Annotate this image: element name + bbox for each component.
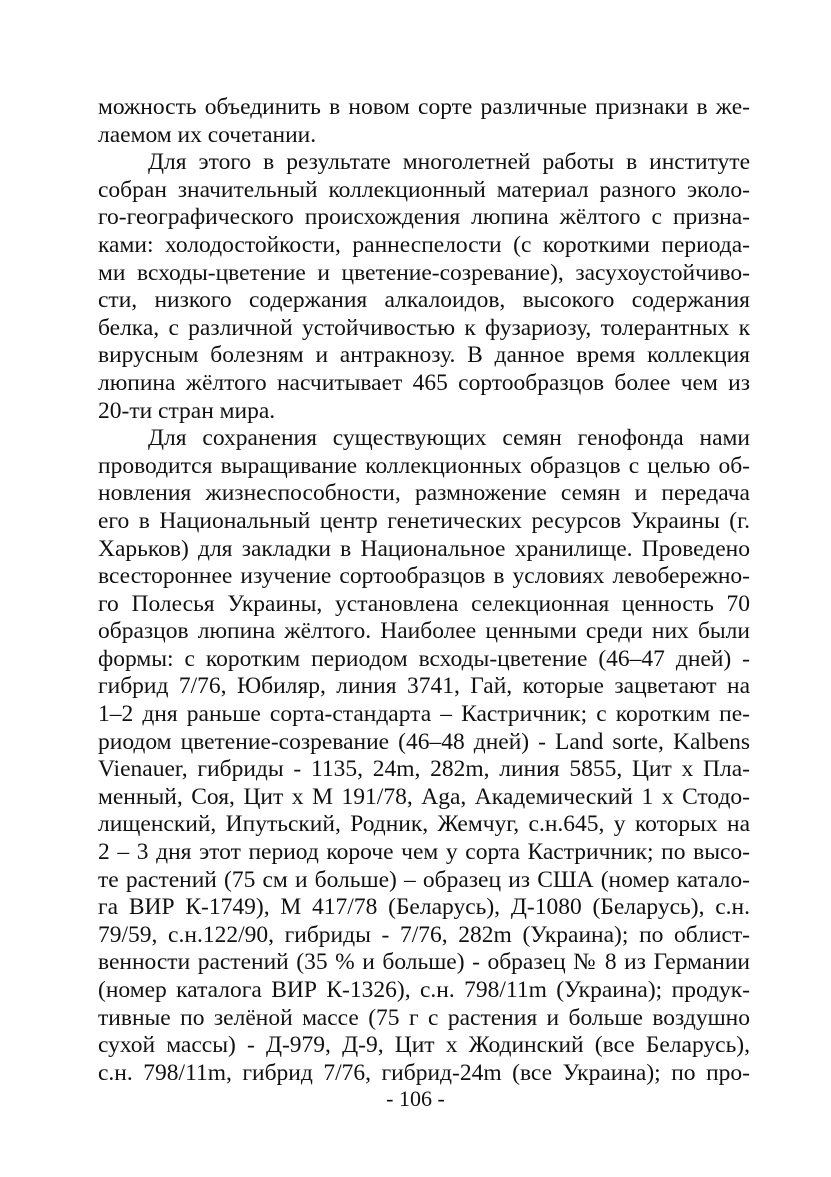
text-line: го Полесья Украины, установлена селекционная ценность 70 (98, 590, 750, 617)
paragraph (98, 425, 750, 1087)
text-line: го-географического происхождения люпина жёлтого с призна- (98, 204, 750, 231)
text-line: 1–2 дня раньше сорта-стандарта – Кастричник; с коротким пе- (98, 701, 750, 728)
text-line: сухой массы) - Д-979, Д-9, Цит х Жодинский (все Беларусь), (98, 1032, 750, 1059)
text-line: Для этого в результате многолетней работы в институте (148, 149, 750, 176)
text-line: риодом цветение-созревание (46–48 дней) - Land sorte, Kalbens (98, 728, 750, 755)
text-line: те растений (75 см и больше) – образец из США (номер катало- (98, 866, 750, 893)
text-line: венности растений (35 % и больше) - образец № 8 из Германии (98, 949, 750, 976)
text-line: менный, Соя, Цит х М 191/78, Aga, Академический 1 х Стодо- (98, 783, 750, 810)
text-line: ми всходы-цветение и цветение-созревание), засухоустойчиво- (98, 259, 750, 286)
text-line: проводится выращивание коллекционных образцов с целью об- (98, 452, 750, 479)
text-line: собран значительный коллекционный материал разного эколо- (98, 176, 750, 203)
text-line: гибрид 7/76, Юбиляр, линия 3741, Гай, которые зацветают на (98, 673, 750, 700)
text-line: Для сохранения существующих семян генофонда нами (148, 425, 750, 452)
text-line: Харьков) для закладки в Национальное хранилище. Проведено (98, 535, 750, 562)
text-line: лаемом их сочетании. (98, 121, 317, 148)
text-line: Vienauer, гибриды - 1135, 24m, 282m, линия 5855, Цит х Пла- (98, 756, 750, 783)
text-line: (номер каталога ВИР К-1326), с.н. 798/11m (Украина); продук- (98, 977, 750, 1003)
paragraph (98, 149, 750, 425)
text-line: сти, низкого содержания алкалоидов, высокого содержания (98, 287, 750, 314)
document-page (98, 94, 750, 1087)
text-line: образцов люпина жёлтого. Наиболее ценными среди них были (98, 618, 750, 645)
text-line: новления жизнеспособности, размножение семян и передача (98, 480, 750, 507)
text-line: 79/59, с.н.122/90, гибриды - 7/76, 282m (Украина); по облист- (98, 921, 750, 948)
text-line: его в Национальный центр генетических ресурсов Украины (г. (98, 507, 750, 534)
text-line: с.н. 798/11m, гибрид 7/76, гибрид-24m (все Украина); по про- (98, 1059, 750, 1086)
paragraph (98, 94, 750, 149)
text-line: формы: с коротким периодом всходы-цветение (46–47 дней) - (98, 645, 750, 672)
text-line: люпина жёлтого насчитывает 465 сортообразцов более чем из (98, 369, 750, 396)
page-number: - 106 - (386, 1086, 445, 1111)
text-line: тивные по зелёной массе (75 г с растения и больше воздушно (98, 1004, 750, 1031)
text-line: всестороннее изучение сортообразцов в условиях левобережно- (98, 563, 750, 590)
text-line: можность объединить в новом сорте различные признаки в же- (98, 94, 750, 120)
text-line: 2 – 3 дня этот период короче чем у сорта Кастричник; по высо- (98, 839, 750, 866)
text-line: вирусным болезням и антракнозу. В данное время коллекция (98, 342, 750, 369)
text-line: лищенский, Ипутьский, Родник, Жемчуг, с.н.645, у которых на (98, 811, 750, 838)
text-line: га ВИР К-1749), М 417/78 (Беларусь), Д-1080 (Беларусь), с.н. (98, 894, 750, 921)
text-line: 20-ти стран мира. (98, 397, 276, 424)
text-line: белка, с различной устойчивостью к фузариозу, толерантных к (98, 314, 750, 341)
text-line: ками: холодостойкости, раннеспелости (с короткими периода- (98, 231, 750, 258)
